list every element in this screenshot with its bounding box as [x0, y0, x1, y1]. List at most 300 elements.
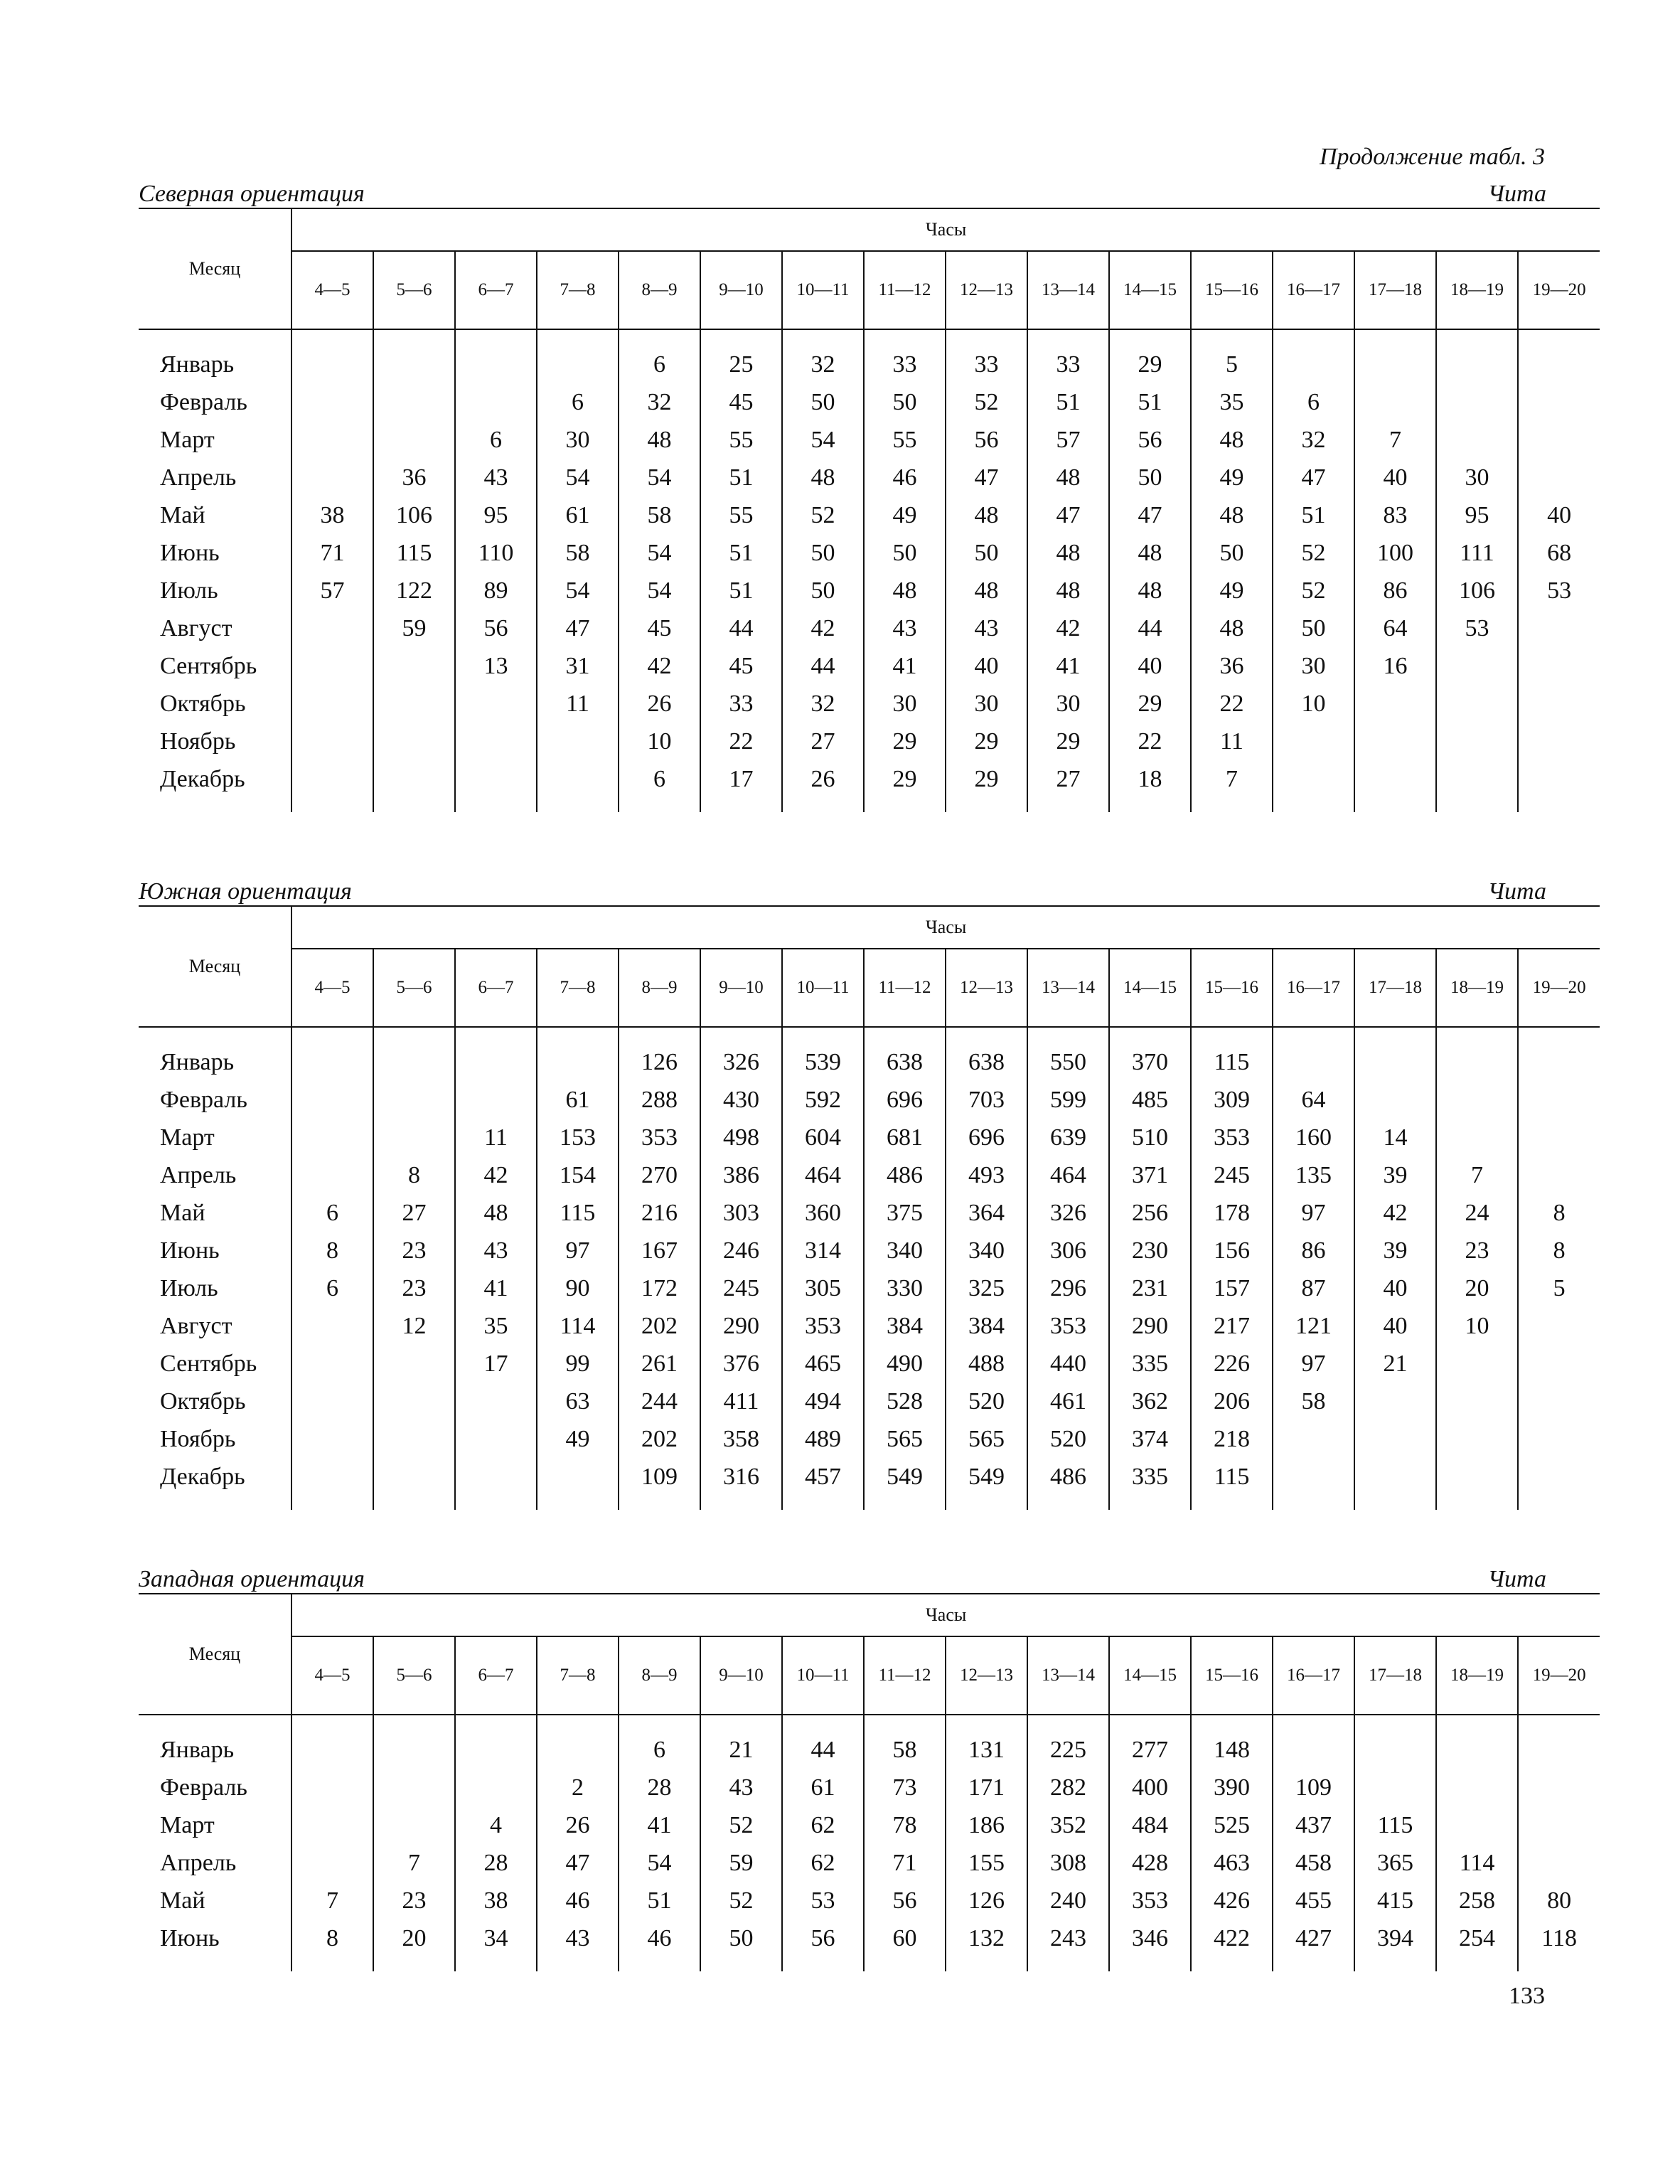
value-cell: 50	[1191, 534, 1273, 572]
value-cell: 43	[455, 459, 537, 496]
value-cell: 80	[1518, 1882, 1600, 1919]
table-row	[139, 1919, 1600, 1971]
value-cell: 364	[946, 1194, 1027, 1232]
value-cell: 430	[700, 1081, 782, 1119]
value-cell: 457	[782, 1458, 864, 1510]
value-cell: 226	[1191, 1345, 1273, 1383]
value-cell	[455, 383, 537, 421]
value-cell: 55	[864, 421, 946, 459]
value-cell	[1518, 1081, 1600, 1119]
table-row	[139, 1458, 1600, 1510]
value-cell	[455, 685, 537, 723]
value-cell: 5	[1191, 329, 1273, 383]
hour-column-header: 5—6	[373, 949, 455, 1027]
hours-header: Часы	[291, 906, 1600, 949]
value-cell: 8	[326, 1924, 338, 1951]
value-cell: 604	[782, 1119, 864, 1156]
table-row	[139, 329, 1600, 383]
value-cell: 57	[1027, 421, 1109, 459]
value-cell	[291, 1806, 373, 1844]
value-cell: 353	[1027, 1307, 1109, 1345]
value-cell	[455, 1383, 537, 1420]
month-cell: Март	[139, 421, 291, 459]
value-cell: 340	[946, 1232, 1027, 1269]
value-cell: 696	[864, 1081, 946, 1119]
hour-column-header: 15—16	[1191, 949, 1273, 1027]
value-cell: 218	[1191, 1420, 1273, 1458]
value-cell	[1518, 609, 1600, 647]
value-cell	[373, 1769, 455, 1806]
value-cell	[1354, 723, 1436, 760]
value-cell: 73	[864, 1769, 946, 1806]
hours-header: Часы	[291, 208, 1600, 251]
value-cell: 156	[1191, 1232, 1273, 1269]
hour-column-header: 7—8	[537, 1636, 619, 1715]
hour-column-header: 14—15	[1109, 949, 1191, 1027]
value-cell	[1354, 329, 1436, 383]
value-cell	[373, 647, 455, 685]
value-cell	[291, 1027, 373, 1081]
value-cell	[1436, 1715, 1518, 1769]
value-cell: 7	[1436, 1156, 1518, 1194]
value-cell: 114	[1436, 1844, 1518, 1882]
table-row	[139, 1769, 1600, 1806]
month-cell: Май	[139, 1882, 291, 1919]
value-cell	[291, 1345, 373, 1383]
value-cell: 58	[619, 496, 700, 534]
value-cell: 428	[1109, 1844, 1191, 1882]
value-cell	[1518, 459, 1600, 496]
value-cell	[537, 329, 619, 383]
value-cell: 61	[782, 1769, 864, 1806]
table-row	[139, 1081, 1600, 1119]
month-cell: Декабрь	[139, 760, 291, 812]
value-cell: 493	[946, 1156, 1027, 1194]
value-cell	[1354, 1458, 1436, 1510]
value-cell	[455, 723, 537, 760]
value-cell: 325	[946, 1269, 1027, 1307]
value-cell: 244	[619, 1383, 700, 1420]
section-header	[139, 863, 1546, 905]
value-cell	[1273, 760, 1354, 812]
value-cell: 528	[864, 1383, 946, 1420]
value-cell: 28	[619, 1769, 700, 1806]
value-cell	[373, 685, 455, 723]
value-cell: 56	[1109, 421, 1191, 459]
value-cell: 486	[864, 1156, 946, 1194]
value-cell	[291, 760, 373, 812]
value-cell	[291, 383, 373, 421]
value-cell: 50	[782, 572, 864, 609]
hour-column-header: 4—5	[314, 280, 351, 299]
value-cell: 33	[864, 329, 946, 383]
hour-column-header: 18—19	[1436, 949, 1518, 1027]
value-cell: 411	[700, 1383, 782, 1420]
value-cell: 335	[1109, 1458, 1191, 1510]
value-cell: 64	[1273, 1081, 1354, 1119]
value-cell: 464	[1027, 1156, 1109, 1194]
month-cell: Сентябрь	[139, 1345, 291, 1383]
value-cell: 86	[1273, 1232, 1354, 1269]
section-west	[139, 1550, 1586, 1971]
value-cell: 109	[619, 1458, 700, 1510]
value-cell: 48	[619, 421, 700, 459]
value-cell: 47	[537, 1844, 619, 1882]
value-cell: 2	[537, 1769, 619, 1806]
value-cell: 308	[1027, 1844, 1109, 1882]
value-cell: 565	[946, 1420, 1027, 1458]
value-cell: 30	[1027, 685, 1109, 723]
value-cell: 49	[864, 496, 946, 534]
value-cell	[1518, 383, 1600, 421]
month-cell: Февраль	[139, 1769, 291, 1806]
value-cell: 6	[619, 760, 700, 812]
value-cell: 365	[1354, 1844, 1436, 1882]
value-cell: 346	[1109, 1919, 1191, 1971]
value-cell: 50	[1109, 459, 1191, 496]
value-cell: 78	[864, 1806, 946, 1844]
value-cell: 83	[1354, 496, 1436, 534]
value-cell	[373, 1383, 455, 1420]
value-cell: 8	[1518, 1232, 1600, 1269]
value-cell: 386	[700, 1156, 782, 1194]
value-cell	[373, 1119, 455, 1156]
value-cell: 90	[537, 1269, 619, 1307]
hour-column-header: 17—18	[1354, 949, 1436, 1027]
month-cell: Апрель	[139, 459, 291, 496]
value-cell: 23	[1436, 1232, 1518, 1269]
value-cell: 288	[619, 1081, 700, 1119]
value-cell: 440	[1027, 1345, 1109, 1383]
value-cell: 4	[455, 1806, 537, 1844]
value-cell: 29	[864, 760, 946, 812]
value-cell: 39	[1354, 1232, 1436, 1269]
value-cell: 56	[864, 1882, 946, 1919]
value-cell: 463	[1191, 1844, 1273, 1882]
value-cell: 202	[619, 1307, 700, 1345]
value-cell: 340	[864, 1232, 946, 1269]
value-cell	[1436, 760, 1518, 812]
value-cell: 352	[1027, 1806, 1109, 1844]
month-cell: Октябрь	[139, 1383, 291, 1420]
page-number: 133	[1509, 1983, 1545, 2009]
value-cell: 59	[373, 609, 455, 647]
value-cell	[1518, 760, 1600, 812]
value-cell: 206	[1191, 1383, 1273, 1420]
hour-column-header: 14—15	[1109, 251, 1191, 329]
value-cell: 43	[455, 1232, 537, 1269]
value-cell: 55	[700, 496, 782, 534]
value-cell: 638	[864, 1027, 946, 1081]
value-cell: 50	[946, 534, 1027, 572]
value-cell: 376	[700, 1345, 782, 1383]
hour-column-header: 8—9	[619, 251, 700, 329]
value-cell	[1518, 723, 1600, 760]
value-cell	[1273, 723, 1354, 760]
value-cell: 384	[864, 1307, 946, 1345]
value-cell: 121	[1273, 1307, 1354, 1345]
table-row	[139, 1345, 1600, 1383]
value-cell: 353	[782, 1307, 864, 1345]
value-cell: 86	[1354, 572, 1436, 609]
value-cell	[1518, 1119, 1600, 1156]
value-cell: 52	[1273, 534, 1354, 572]
value-cell	[1518, 1458, 1600, 1510]
value-cell: 53	[1436, 609, 1518, 647]
value-cell: 360	[782, 1194, 864, 1232]
section-city: Чита	[1487, 878, 1546, 905]
value-cell	[291, 723, 373, 760]
value-cell	[1273, 1420, 1354, 1458]
value-cell	[455, 1027, 537, 1081]
value-cell: 29	[1109, 329, 1191, 383]
value-cell: 59	[700, 1844, 782, 1882]
value-cell: 44	[700, 609, 782, 647]
value-cell: 32	[619, 383, 700, 421]
value-cell: 46	[619, 1919, 700, 1971]
value-cell: 54	[619, 534, 700, 572]
continuation-label: Продолжение табл. 3	[1319, 144, 1545, 170]
value-cell: 7	[373, 1844, 455, 1882]
value-cell: 48	[782, 459, 864, 496]
value-cell: 31	[537, 647, 619, 685]
value-cell: 34	[455, 1919, 537, 1971]
value-cell: 465	[782, 1345, 864, 1383]
value-cell: 153	[537, 1119, 619, 1156]
value-cell: 549	[864, 1458, 946, 1510]
value-cell: 30	[946, 685, 1027, 723]
value-cell: 50	[1273, 609, 1354, 647]
month-cell: Февраль	[139, 1081, 291, 1119]
value-cell: 115	[537, 1194, 619, 1232]
value-cell: 30	[864, 685, 946, 723]
value-cell: 42	[455, 1156, 537, 1194]
month-cell: Март	[139, 1119, 291, 1156]
value-cell: 455	[1273, 1882, 1354, 1919]
value-cell: 32	[782, 329, 864, 383]
value-cell: 490	[864, 1345, 946, 1383]
month-cell: Июнь	[139, 1919, 291, 1971]
insolation-table	[139, 208, 1600, 812]
value-cell: 484	[1109, 1806, 1191, 1844]
value-cell: 71	[320, 539, 345, 566]
value-cell: 111	[1436, 534, 1518, 572]
value-cell: 29	[1027, 723, 1109, 760]
value-cell: 21	[1354, 1345, 1436, 1383]
value-cell: 47	[1273, 459, 1354, 496]
value-cell: 39	[1354, 1156, 1436, 1194]
value-cell: 30	[537, 421, 619, 459]
value-cell: 50	[864, 383, 946, 421]
value-cell: 599	[1027, 1081, 1109, 1119]
hour-column-header: 7—8	[537, 251, 619, 329]
value-cell: 35	[455, 1307, 537, 1345]
value-cell	[537, 760, 619, 812]
value-cell: 42	[1027, 609, 1109, 647]
value-cell: 44	[1109, 609, 1191, 647]
hour-column-header: 6—7	[455, 949, 537, 1027]
value-cell: 494	[782, 1383, 864, 1420]
hour-column-header: 9—10	[700, 1636, 782, 1715]
value-cell: 32	[782, 685, 864, 723]
value-cell	[291, 1081, 373, 1119]
value-cell: 23	[373, 1269, 455, 1307]
hour-column-header: 4—5	[314, 1666, 351, 1685]
value-cell: 54	[619, 1844, 700, 1882]
value-cell: 549	[946, 1458, 1027, 1510]
hour-column-header: 12—13	[946, 949, 1027, 1027]
value-cell: 87	[1273, 1269, 1354, 1307]
value-cell	[455, 1081, 537, 1119]
value-cell	[537, 723, 619, 760]
value-cell: 353	[619, 1119, 700, 1156]
value-cell: 54	[619, 572, 700, 609]
value-cell: 550	[1027, 1027, 1109, 1081]
value-cell: 95	[1436, 496, 1518, 534]
value-cell	[291, 459, 373, 496]
value-cell: 97	[1273, 1194, 1354, 1232]
value-cell: 43	[700, 1769, 782, 1806]
value-cell: 296	[1027, 1269, 1109, 1307]
value-cell: 40	[1354, 459, 1436, 496]
value-cell: 23	[373, 1232, 455, 1269]
value-cell	[291, 421, 373, 459]
value-cell: 243	[1027, 1919, 1109, 1971]
value-cell: 28	[455, 1844, 537, 1882]
value-cell: 46	[864, 459, 946, 496]
value-cell	[1436, 1345, 1518, 1383]
value-cell	[373, 760, 455, 812]
value-cell: 415	[1354, 1882, 1436, 1919]
table-row	[139, 685, 1600, 723]
value-cell	[1436, 723, 1518, 760]
table-row	[139, 1806, 1600, 1844]
value-cell: 592	[782, 1081, 864, 1119]
section-city: Чита	[1487, 181, 1546, 207]
value-cell	[1436, 383, 1518, 421]
value-cell: 17	[700, 760, 782, 812]
value-cell: 50	[782, 383, 864, 421]
value-cell: 115	[1354, 1806, 1436, 1844]
month-cell: Ноябрь	[139, 723, 291, 760]
value-cell: 26	[619, 685, 700, 723]
value-cell: 461	[1027, 1383, 1109, 1420]
value-cell: 97	[1273, 1345, 1354, 1383]
hours-header: Часы	[291, 1594, 1600, 1636]
value-cell: 41	[455, 1269, 537, 1307]
value-cell: 61	[537, 496, 619, 534]
value-cell: 246	[700, 1232, 782, 1269]
hour-column-header: 16—17	[1273, 1636, 1354, 1715]
table-row	[139, 1715, 1600, 1769]
value-cell: 27	[782, 723, 864, 760]
value-cell: 12	[373, 1307, 455, 1345]
value-cell	[1273, 1458, 1354, 1510]
value-cell	[373, 1345, 455, 1383]
value-cell: 167	[619, 1232, 700, 1269]
value-cell: 326	[1027, 1194, 1109, 1232]
value-cell: 47	[946, 459, 1027, 496]
value-cell	[1354, 1420, 1436, 1458]
value-cell: 56	[946, 421, 1027, 459]
value-cell: 57	[320, 577, 345, 604]
hour-column-header: 16—17	[1273, 949, 1354, 1027]
table-row	[139, 421, 1600, 459]
section-title: Южная ориентация	[139, 878, 352, 905]
value-cell	[1354, 760, 1436, 812]
table-row	[139, 1156, 1600, 1194]
value-cell: 48	[1191, 421, 1273, 459]
hour-column-header: 12—13	[946, 1636, 1027, 1715]
value-cell: 13	[455, 647, 537, 685]
hour-column-header: 15—16	[1191, 1636, 1273, 1715]
value-cell	[291, 1844, 373, 1882]
value-cell: 270	[619, 1156, 700, 1194]
value-cell: 390	[1191, 1769, 1273, 1806]
month-cell: Декабрь	[139, 1458, 291, 1510]
value-cell: 27	[373, 1194, 455, 1232]
value-cell: 384	[946, 1307, 1027, 1345]
value-cell: 160	[1273, 1119, 1354, 1156]
table-row	[139, 1269, 1600, 1307]
value-cell: 42	[782, 609, 864, 647]
hour-column-header: 5—6	[373, 1636, 455, 1715]
value-cell: 696	[946, 1119, 1027, 1156]
value-cell: 51	[1273, 496, 1354, 534]
value-cell: 16	[1354, 647, 1436, 685]
value-cell	[291, 1420, 373, 1458]
value-cell: 132	[946, 1919, 1027, 1971]
value-cell: 171	[946, 1769, 1027, 1806]
value-cell	[291, 1119, 373, 1156]
value-cell: 488	[946, 1345, 1027, 1383]
month-cell: Июль	[139, 1269, 291, 1307]
value-cell: 154	[537, 1156, 619, 1194]
value-cell: 33	[946, 329, 1027, 383]
value-cell: 114	[537, 1307, 619, 1345]
hour-column-header: 13—14	[1027, 949, 1109, 1027]
value-cell	[1518, 421, 1600, 459]
value-cell: 29	[1109, 685, 1191, 723]
value-cell: 10	[619, 723, 700, 760]
hour-column-header: 9—10	[700, 251, 782, 329]
value-cell: 309	[1191, 1081, 1273, 1119]
value-cell: 10	[1436, 1307, 1518, 1345]
value-cell	[1354, 1715, 1436, 1769]
value-cell	[1436, 329, 1518, 383]
value-cell: 464	[782, 1156, 864, 1194]
value-cell: 261	[619, 1345, 700, 1383]
value-cell: 14	[1354, 1119, 1436, 1156]
value-cell: 539	[782, 1027, 864, 1081]
value-cell: 40	[1354, 1307, 1436, 1345]
value-cell: 148	[1191, 1715, 1273, 1769]
month-cell: Май	[139, 1194, 291, 1232]
value-cell: 49	[537, 1420, 619, 1458]
month-column-header: Месяц	[139, 906, 291, 1027]
value-cell: 703	[946, 1081, 1027, 1119]
value-cell: 10	[1273, 685, 1354, 723]
value-cell: 54	[537, 459, 619, 496]
value-cell	[1354, 685, 1436, 723]
value-cell: 335	[1109, 1345, 1191, 1383]
value-cell: 400	[1109, 1769, 1191, 1806]
hour-column-header: 10—11	[782, 949, 864, 1027]
value-cell: 11	[455, 1119, 537, 1156]
hour-column-header: 18—19	[1436, 251, 1518, 329]
value-cell	[1436, 647, 1518, 685]
value-cell	[1273, 1027, 1354, 1081]
